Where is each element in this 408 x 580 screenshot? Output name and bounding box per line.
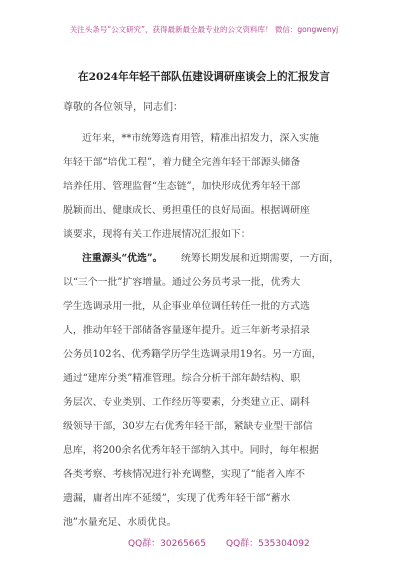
document-page: 关注头条号“公文研究”，获得最新最全最专业的公文资料库！ 微信：gongwenyj 在2024年年轻干部队伍建设调研座谈会上的汇报发言 尊敬的各位领导，同志们： 近年来，**市统筹选育用管，精准出招发力，深入实施 年轻干部“培优工程”，着力健全完善年轻干部源头储备 培养任用、管理监督“生态链”，加快形成优秀年轻干部 脱颖而出、健康成长、勇担重任的良好局面。根据调研座 谈要求，现将有关工作进展情况汇报如下： 注重源头“优选”。 统筹长期发展和近期需要，一方面， 以“三个一批”扩容增量。通过公务员考录一批，优秀大 学生选调录用一批，从企事业单位调任转任一批的方式选 人，推动年轻干部储备容量逐年提升。近三年新考录招录 公务员102名、优秀籍学历学生选调录用19名。另一方面， 通过“建库分类”精准管理。综合分析干部年龄结构、职 务层次、专业类别、工作经历等要素，分类建立正、副科 级领导干部，30岁左右优秀年轻干部，紧缺专业型干部信 息库，将200余名优秀年轻干部纳入其中。同时，每年根据 各类考察、考核情况进行补充调整，实现了“能者入库不 遗漏，庸者出库不延缓”，实现了优秀年轻干部“蓄水 池”水量充足、水质优良。 QQ群：30265665 QQ群：535304092 bbox=[0, 0, 408, 580]
footer-qq-group-1: QQ群：30265665 bbox=[128, 539, 206, 549]
footer-qq-group-2: QQ群：535304092 bbox=[226, 539, 310, 549]
header-banner: 关注头条号“公文研究”，获得最新最全最专业的公文资料库！ 微信：gongwenyj bbox=[69, 25, 339, 34]
paragraph-lead: 注重源头“优选”。 bbox=[82, 253, 163, 264]
document-title: 在2024年年轻干部队伍建设调研座谈会上的汇报发言 bbox=[78, 71, 330, 83]
greeting: 尊敬的各位领导，同志们： bbox=[63, 102, 183, 113]
